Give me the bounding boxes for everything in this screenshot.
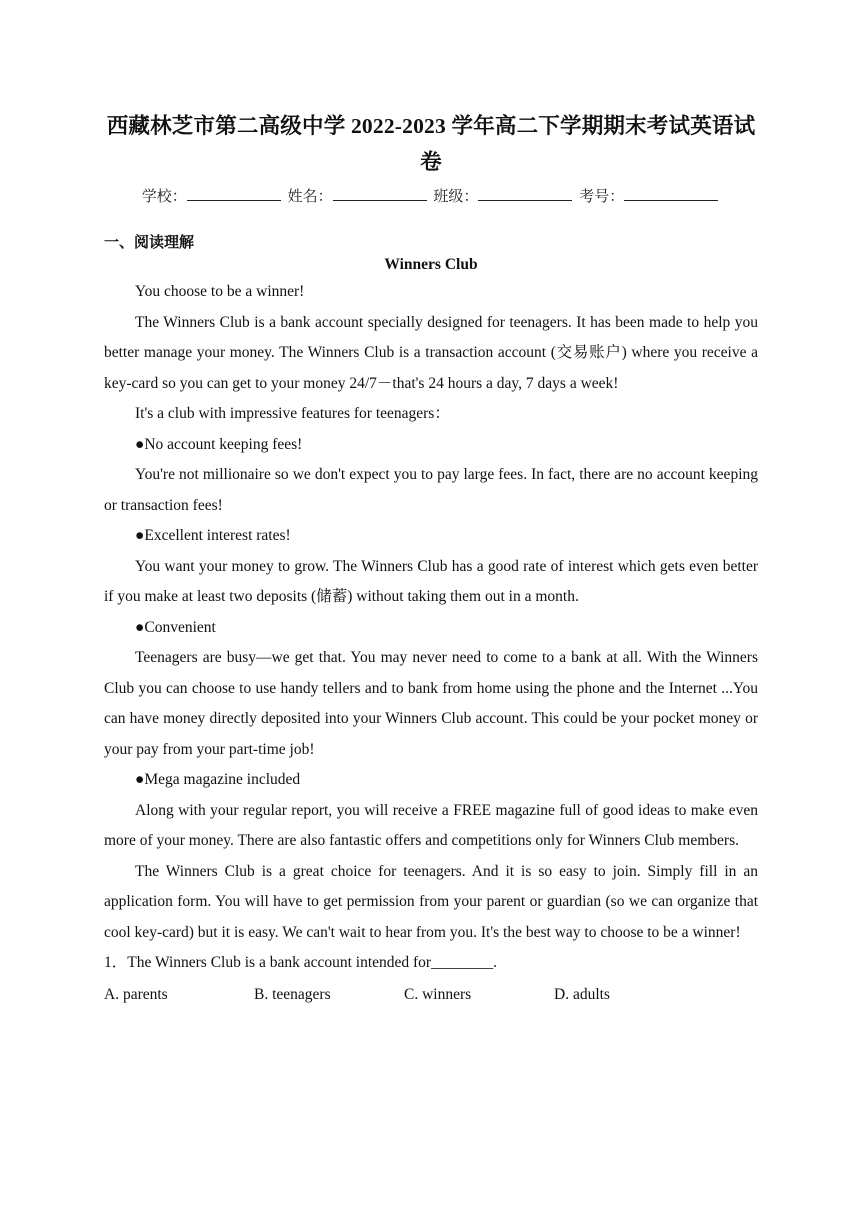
passage-title: Winners Club (384, 256, 478, 273)
name-blank[interactable] (333, 184, 427, 201)
paragraph: The Winners Club is a bank account specially designed for teenagers. It has been made to help you better manage your money. The Winners Club is a transaction account (交易账户) where you receive a key-card so you can get to your money 24/7－that's 24 hours a day, 7 days a week! (104, 313, 758, 392)
option-c[interactable]: C. winners (404, 985, 472, 1003)
class-label: 班级： (433, 187, 479, 205)
paragraph: You choose to be a winner! (135, 283, 305, 300)
feature-bullet: ●Convenient (135, 618, 216, 636)
paragraph: The Winners Club is a great choice for teenagers. And it is so easy to join. Simply fill in an application form. You will have to get permission from your parent or guardian (so we can organize that cool key-card) but it is easy. We can't wait to hear from you. It's the best way to choose to be a winner! (104, 862, 758, 941)
paragraph: You want your money to grow. The Winners Club has a good rate of interest which gets even better if you make at least two deposits (储蓄) without taking them out in a month. (104, 557, 758, 605)
school-label: 学校： (141, 187, 187, 205)
question-1 (104, 948, 758, 1011)
exam-page (104, 108, 758, 1011)
paragraph: Along with your regular report, you will receive a FREE magazine full of good ideas to make even more of your money. There are also fantastic offers and competitions only for Winners Club members. (104, 801, 758, 849)
name-label: 姓名： (287, 187, 333, 205)
option-b[interactable]: B. teenagers (254, 985, 331, 1003)
section-heading: 一、阅读理解 (104, 233, 195, 251)
passage-body (104, 277, 758, 948)
student-info-fields (104, 184, 758, 207)
exam-number-label: 考号： (579, 187, 625, 205)
paragraph: It's a club with impressive features for teenagers： (135, 405, 450, 422)
question-stem: 1．The Winners Club is a bank account intended for________. (104, 954, 497, 971)
feature-bullet: ●Excellent interest rates! (135, 527, 291, 544)
class-blank[interactable] (478, 184, 572, 201)
paragraph: You're not millionaire so we don't expect you to pay large fees. In fact, there are no account keeping or transaction fees! (104, 466, 758, 514)
feature-bullet: ●Mega magazine included (135, 771, 301, 788)
feature-bullet: ●No account keeping fees! (135, 435, 303, 453)
school-blank[interactable] (187, 184, 281, 201)
paragraph: Teenagers are busy—we get that. You may never need to come to a bank at all. With the Winners Club you can choose to use handy tellers and to bank from home using the phone and the Internet ...You can have money directly deposited into your Winners Club account. This could be your pocket money or your pay from your part-time job! (104, 649, 758, 758)
exam-number-blank[interactable] (624, 184, 718, 201)
option-d[interactable]: D. adults (554, 985, 610, 1003)
answer-options (104, 979, 758, 1011)
option-a[interactable]: A. parents (104, 985, 168, 1003)
exam-title: 西藏林芝市第二高级中学 2022-2023 学年高二下学期期末考试英语试卷 (106, 114, 756, 174)
